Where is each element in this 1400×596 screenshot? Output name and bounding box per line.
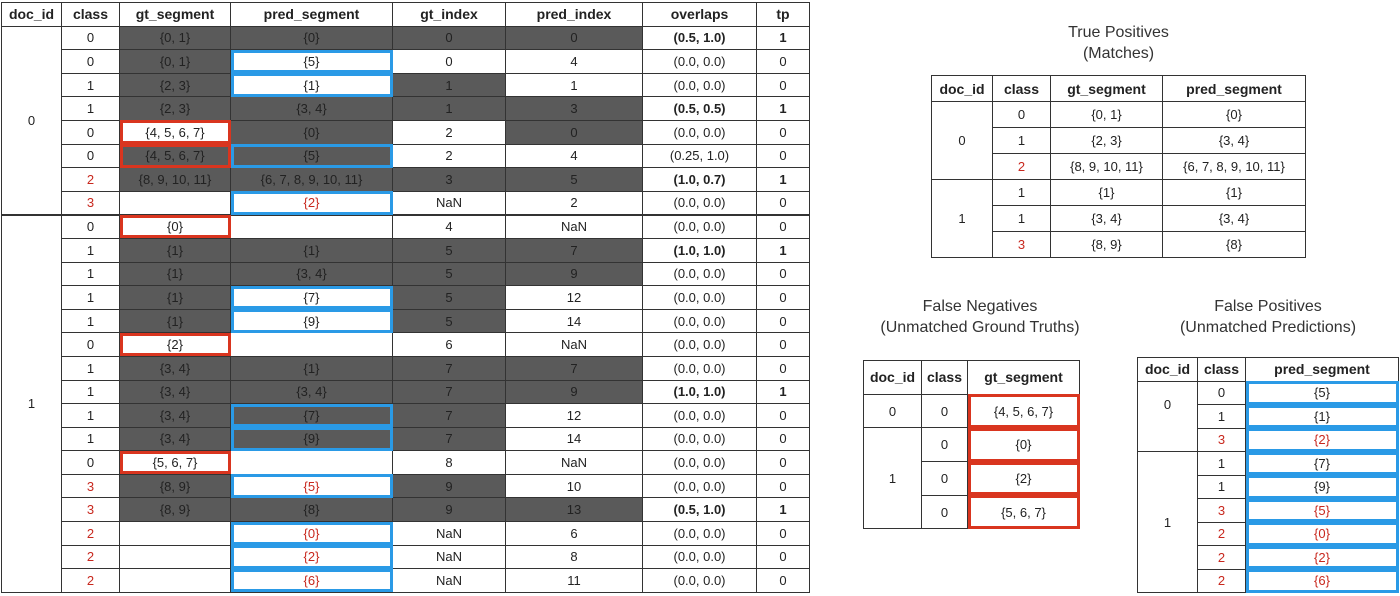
gt-segment-cell: {8, 9}: [120, 474, 231, 498]
title-line: False Positives: [1214, 298, 1322, 315]
gt-segment-cell: {1}: [120, 262, 231, 286]
gt-segment-cell: [120, 522, 231, 546]
gt-segment-cell: {5, 6, 7}: [120, 451, 231, 475]
pred-segment-cell: {5}: [231, 50, 393, 74]
class-cell: 1: [62, 380, 120, 404]
gt-segment-cell: {4, 5, 6, 7}: [120, 144, 231, 168]
pred-segment-cell: [231, 333, 393, 357]
pred-segment-cell: {2}: [231, 545, 393, 569]
doc-id-cell: 1: [864, 428, 922, 529]
table-row: [2, 545, 810, 569]
col-header: doc_id: [2, 3, 62, 27]
class-cell: 2: [62, 569, 120, 593]
fp-header-row: [1138, 358, 1399, 382]
class-cell: 0: [62, 215, 120, 239]
gt-index-cell: 5: [393, 286, 506, 310]
pred-index-cell: 12: [506, 286, 643, 310]
title-subline: (Unmatched Predictions): [1179, 319, 1357, 336]
pred-segment-cell: {2}: [231, 191, 393, 215]
pred-index-cell: NaN: [506, 333, 643, 357]
col-header: class: [993, 76, 1051, 102]
tp-cell: 1: [757, 26, 810, 50]
tp-cell: 1: [757, 238, 810, 262]
class-cell: 0: [62, 26, 120, 50]
overlaps-cell: (1.0, 0.7): [643, 168, 757, 192]
gt-segment-cell: {3, 4}: [120, 404, 231, 428]
tp-cell: 0: [757, 427, 810, 451]
table-row: [2, 474, 810, 498]
gt-index-cell: 4: [393, 215, 506, 239]
col-header: doc_id: [932, 76, 993, 102]
col-header: gt_index: [393, 3, 506, 27]
class-cell: 1: [62, 262, 120, 286]
title-line: True Positives: [1068, 24, 1169, 41]
tp-cell: 0: [757, 120, 810, 144]
pred-index-cell: 12: [506, 404, 643, 428]
gt-index-cell: 5: [393, 262, 506, 286]
overlaps-cell: (0.5, 1.0): [643, 26, 757, 50]
overlaps-cell: (0.0, 0.0): [643, 451, 757, 475]
gt-index-cell: 2: [393, 120, 506, 144]
gt-segment-cell: {4, 5, 6, 7}: [968, 394, 1080, 428]
class-cell: 1: [62, 427, 120, 451]
pred-segment-cell: {1}: [231, 356, 393, 380]
pred-segment-cell: {0}: [231, 26, 393, 50]
gt-index-cell: 0: [393, 50, 506, 74]
overlaps-cell: (0.0, 0.0): [643, 404, 757, 428]
class-cell: 0: [62, 120, 120, 144]
col-header: pred_segment: [1163, 76, 1306, 102]
class-cell: 1: [993, 128, 1051, 154]
gt-index-cell: NaN: [393, 545, 506, 569]
gt-segment-cell: {3, 4}: [1051, 206, 1163, 232]
tp-cell: 0: [757, 191, 810, 215]
gt-segment-cell: {0}: [120, 215, 231, 239]
class-cell: 0: [62, 333, 120, 357]
pred-index-cell: 4: [506, 144, 643, 168]
gt-index-cell: 7: [393, 356, 506, 380]
pred-segment-cell: {1}: [1163, 180, 1306, 206]
class-cell: 2: [62, 522, 120, 546]
overlaps-cell: (0.0, 0.0): [643, 215, 757, 239]
overlaps-cell: (0.0, 0.0): [643, 333, 757, 357]
table-row: [2, 73, 810, 97]
table-row: [2, 522, 810, 546]
pred-segment-cell: {0}: [1163, 102, 1306, 128]
table-row: [1138, 452, 1399, 476]
pred-index-cell: 14: [506, 427, 643, 451]
gt-index-cell: 5: [393, 309, 506, 333]
class-cell: 1: [62, 404, 120, 428]
pred-segment-cell: {9}: [231, 309, 393, 333]
tp-cell: 0: [757, 144, 810, 168]
class-cell: 1: [62, 238, 120, 262]
tp-cell: 0: [757, 569, 810, 593]
class-cell: 2: [993, 154, 1051, 180]
table-row: [864, 428, 1080, 462]
pred-index-cell: 8: [506, 545, 643, 569]
tp-cell: 0: [757, 215, 810, 239]
class-cell: 0: [62, 451, 120, 475]
table-row: [1138, 381, 1399, 405]
doc-id-cell: 1: [2, 215, 62, 593]
gt-segment-cell: {5, 6, 7}: [968, 495, 1080, 529]
class-cell: 3: [62, 474, 120, 498]
pred-segment-cell: {3, 4}: [231, 380, 393, 404]
pred-index-cell: 9: [506, 262, 643, 286]
pred-index-cell: NaN: [506, 215, 643, 239]
pred-index-cell: 7: [506, 238, 643, 262]
title-subline: (Unmatched Ground Truths): [880, 319, 1080, 336]
tp-cell: 1: [757, 168, 810, 192]
pred-index-cell: 7: [506, 356, 643, 380]
pred-segment-cell: {3, 4}: [1163, 128, 1306, 154]
class-cell: 0: [1198, 381, 1246, 405]
pred-segment-cell: {3, 4}: [1163, 206, 1306, 232]
pred-segment-cell: [231, 451, 393, 475]
tp-cell: 1: [757, 380, 810, 404]
false-negatives-title: [850, 296, 1110, 338]
col-header: class: [62, 3, 120, 27]
table-row: [2, 215, 810, 239]
gt-index-cell: NaN: [393, 191, 506, 215]
gt-index-cell: 5: [393, 238, 506, 262]
doc-id-cell: 1: [1138, 452, 1198, 593]
pred-index-cell: 0: [506, 26, 643, 50]
table-row: [932, 180, 1306, 206]
class-cell: 3: [1198, 499, 1246, 523]
class-cell: 1: [993, 206, 1051, 232]
gt-segment-cell: {8, 9, 10, 11}: [1051, 154, 1163, 180]
tp-cell: 1: [757, 498, 810, 522]
fn-header-row: [864, 361, 1080, 395]
pred-index-cell: 14: [506, 309, 643, 333]
pred-segment-cell: {6, 7, 8, 9, 10, 11}: [1163, 154, 1306, 180]
overlaps-cell: (0.0, 0.0): [643, 427, 757, 451]
tp-cell: 0: [757, 286, 810, 310]
doc-id-cell: [1138, 428, 1198, 452]
gt-index-cell: 7: [393, 427, 506, 451]
gt-index-cell: NaN: [393, 569, 506, 593]
pred-index-cell: NaN: [506, 451, 643, 475]
class-cell: 1: [993, 180, 1051, 206]
true-positives-title: [1000, 22, 1237, 64]
pred-segment-cell: {6}: [231, 569, 393, 593]
class-cell: 2: [62, 168, 120, 192]
table-row: [2, 26, 810, 50]
doc-id-cell: 0: [1138, 381, 1198, 428]
table-row: [1138, 428, 1399, 452]
col-header: pred_index: [506, 3, 643, 27]
pred-segment-cell: {1}: [231, 73, 393, 97]
table-row: [2, 498, 810, 522]
title-subline: (Matches): [1082, 45, 1155, 62]
gt-index-cell: 0: [393, 26, 506, 50]
col-header: gt_segment: [1051, 76, 1163, 102]
gt-index-cell: 1: [393, 97, 506, 121]
class-cell: 3: [62, 191, 120, 215]
pred-index-cell: 13: [506, 498, 643, 522]
title-line: False Negatives: [922, 298, 1038, 315]
gt-segment-cell: {3, 4}: [120, 380, 231, 404]
true-positives-table: [931, 75, 1306, 258]
pred-segment-cell: {6, 7, 8, 9, 10, 11}: [231, 168, 393, 192]
main-match-table: [1, 2, 810, 593]
pred-index-cell: 0: [506, 120, 643, 144]
pred-segment-cell: {5}: [1246, 381, 1399, 405]
pred-index-cell: 1: [506, 73, 643, 97]
pred-segment-cell: {1}: [231, 238, 393, 262]
pred-index-cell: 4: [506, 50, 643, 74]
doc-id-cell: 0: [932, 102, 993, 180]
gt-segment-cell: {2}: [968, 462, 1080, 496]
table-row: [2, 144, 810, 168]
class-cell: 0: [62, 50, 120, 74]
gt-segment-cell: {3, 4}: [120, 427, 231, 451]
pred-segment-cell: {6}: [1246, 569, 1399, 593]
overlaps-cell: (1.0, 1.0): [643, 380, 757, 404]
tp-cell: 0: [757, 333, 810, 357]
overlaps-cell: (0.0, 0.0): [643, 120, 757, 144]
tp-cell: 0: [757, 522, 810, 546]
overlaps-cell: (0.0, 0.0): [643, 356, 757, 380]
class-cell: 0: [922, 428, 968, 462]
class-cell: 2: [1198, 569, 1246, 593]
class-cell: 2: [1198, 546, 1246, 570]
overlaps-cell: (0.25, 1.0): [643, 144, 757, 168]
table-row: [932, 102, 1306, 128]
pred-segment-cell: {5}: [231, 144, 393, 168]
gt-segment-cell: {3, 4}: [120, 356, 231, 380]
gt-segment-cell: {0, 1}: [120, 26, 231, 50]
gt-index-cell: 8: [393, 451, 506, 475]
table-row: [2, 168, 810, 192]
table-row: [2, 238, 810, 262]
overlaps-cell: (0.5, 1.0): [643, 498, 757, 522]
doc-id-cell: 1: [932, 180, 993, 258]
table-row: [2, 427, 810, 451]
class-cell: 1: [1198, 475, 1246, 499]
pred-index-cell: 5: [506, 168, 643, 192]
gt-segment-cell: {2, 3}: [120, 97, 231, 121]
pred-segment-cell: [231, 215, 393, 239]
gt-index-cell: 6: [393, 333, 506, 357]
gt-segment-cell: {0, 1}: [120, 50, 231, 74]
class-cell: 0: [922, 394, 968, 428]
pred-segment-cell: {7}: [231, 404, 393, 428]
class-cell: 3: [62, 498, 120, 522]
gt-segment-cell: {0}: [968, 428, 1080, 462]
overlaps-cell: (1.0, 1.0): [643, 238, 757, 262]
table-row: [864, 394, 1080, 428]
overlaps-cell: (0.0, 0.0): [643, 50, 757, 74]
gt-segment-cell: {2, 3}: [120, 73, 231, 97]
class-cell: 3: [993, 232, 1051, 258]
class-cell: 0: [62, 144, 120, 168]
gt-segment-cell: {2}: [120, 333, 231, 357]
pred-index-cell: 11: [506, 569, 643, 593]
table-row: [2, 286, 810, 310]
gt-segment-cell: {1}: [120, 309, 231, 333]
gt-index-cell: 1: [393, 73, 506, 97]
pred-segment-cell: {1}: [1246, 405, 1399, 429]
table-row: [2, 309, 810, 333]
col-header: gt_segment: [120, 3, 231, 27]
overlaps-cell: (0.0, 0.0): [643, 545, 757, 569]
gt-segment-cell: {8, 9, 10, 11}: [120, 168, 231, 192]
gt-index-cell: 9: [393, 474, 506, 498]
table-row: [2, 97, 810, 121]
gt-segment-cell: {1}: [120, 286, 231, 310]
gt-segment-cell: [120, 191, 231, 215]
pred-segment-cell: {0}: [231, 522, 393, 546]
pred-segment-cell: {0}: [1246, 522, 1399, 546]
false-positives-table: [1137, 357, 1399, 593]
doc-id-cell: 0: [864, 394, 922, 428]
overlaps-cell: (0.0, 0.0): [643, 191, 757, 215]
pred-index-cell: 9: [506, 380, 643, 404]
class-cell: 2: [1198, 522, 1246, 546]
gt-index-cell: NaN: [393, 522, 506, 546]
overlaps-cell: (0.0, 0.0): [643, 73, 757, 97]
tp-cell: 0: [757, 474, 810, 498]
col-header: doc_id: [864, 361, 922, 395]
table-row: [2, 191, 810, 215]
table-row: [2, 356, 810, 380]
col-header: pred_segment: [231, 3, 393, 27]
doc-id-cell: 0: [2, 26, 62, 215]
false-negatives-table: [863, 360, 1080, 529]
pred-segment-cell: {3, 4}: [231, 97, 393, 121]
gt-index-cell: 2: [393, 144, 506, 168]
false-positives-title: [1140, 296, 1396, 338]
tp-cell: 0: [757, 451, 810, 475]
col-header: class: [922, 361, 968, 395]
tp-header-row: [932, 76, 1306, 102]
table-row: [2, 50, 810, 74]
gt-segment-cell: {2, 3}: [1051, 128, 1163, 154]
col-header: pred_segment: [1246, 358, 1399, 382]
pred-segment-cell: {5}: [231, 474, 393, 498]
class-cell: 2: [62, 545, 120, 569]
pred-segment-cell: {7}: [231, 286, 393, 310]
tp-cell: 0: [757, 262, 810, 286]
tp-cell: 0: [757, 404, 810, 428]
tp-cell: 1: [757, 97, 810, 121]
gt-segment-cell: {8, 9}: [1051, 232, 1163, 258]
class-cell: 1: [62, 309, 120, 333]
pred-segment-cell: {2}: [1246, 546, 1399, 570]
class-cell: 0: [922, 495, 968, 529]
tp-cell: 0: [757, 356, 810, 380]
gt-segment-cell: {4, 5, 6, 7}: [120, 120, 231, 144]
class-cell: 3: [1198, 428, 1246, 452]
gt-segment-cell: [120, 569, 231, 593]
table-row: [2, 569, 810, 593]
tp-cell: 0: [757, 545, 810, 569]
overlaps-cell: (0.0, 0.0): [643, 262, 757, 286]
pred-segment-cell: {2}: [1246, 428, 1399, 452]
class-cell: 0: [922, 462, 968, 496]
gt-segment-cell: [120, 545, 231, 569]
col-header: overlaps: [643, 3, 757, 27]
gt-segment-cell: {1}: [120, 238, 231, 262]
tp-cell: 0: [757, 309, 810, 333]
table-row: [2, 404, 810, 428]
pred-index-cell: 3: [506, 97, 643, 121]
class-cell: 1: [62, 286, 120, 310]
class-cell: 1: [1198, 405, 1246, 429]
class-cell: 1: [62, 97, 120, 121]
overlaps-cell: (0.5, 0.5): [643, 97, 757, 121]
overlaps-cell: (0.0, 0.0): [643, 309, 757, 333]
pred-segment-cell: {8}: [1163, 232, 1306, 258]
gt-index-cell: 7: [393, 380, 506, 404]
pred-segment-cell: {9}: [1246, 475, 1399, 499]
col-header: class: [1198, 358, 1246, 382]
class-cell: 0: [993, 102, 1051, 128]
pred-index-cell: 6: [506, 522, 643, 546]
pred-segment-cell: {7}: [1246, 452, 1399, 476]
gt-segment-cell: {1}: [1051, 180, 1163, 206]
tp-cell: 0: [757, 50, 810, 74]
overlaps-cell: (0.0, 0.0): [643, 569, 757, 593]
overlaps-cell: (0.0, 0.0): [643, 522, 757, 546]
col-header: tp: [757, 3, 810, 27]
col-header: doc_id: [1138, 358, 1198, 382]
col-header: gt_segment: [968, 361, 1080, 395]
table-row: [2, 262, 810, 286]
tp-cell: 0: [757, 73, 810, 97]
main-header-row: [2, 3, 810, 27]
gt-index-cell: 7: [393, 404, 506, 428]
gt-index-cell: 9: [393, 498, 506, 522]
overlaps-cell: (0.0, 0.0): [643, 286, 757, 310]
table-row: [2, 451, 810, 475]
pred-index-cell: 2: [506, 191, 643, 215]
pred-segment-cell: {9}: [231, 427, 393, 451]
pred-segment-cell: {3, 4}: [231, 262, 393, 286]
table-row: [2, 380, 810, 404]
class-cell: 1: [1198, 452, 1246, 476]
pred-index-cell: 10: [506, 474, 643, 498]
table-row: [2, 120, 810, 144]
pred-segment-cell: {0}: [231, 120, 393, 144]
gt-index-cell: 3: [393, 168, 506, 192]
pred-segment-cell: {8}: [231, 498, 393, 522]
overlaps-cell: (0.0, 0.0): [643, 474, 757, 498]
pred-segment-cell: {5}: [1246, 499, 1399, 523]
gt-segment-cell: {8, 9}: [120, 498, 231, 522]
class-cell: 1: [62, 356, 120, 380]
class-cell: 1: [62, 73, 120, 97]
table-row: [2, 333, 810, 357]
gt-segment-cell: {0, 1}: [1051, 102, 1163, 128]
